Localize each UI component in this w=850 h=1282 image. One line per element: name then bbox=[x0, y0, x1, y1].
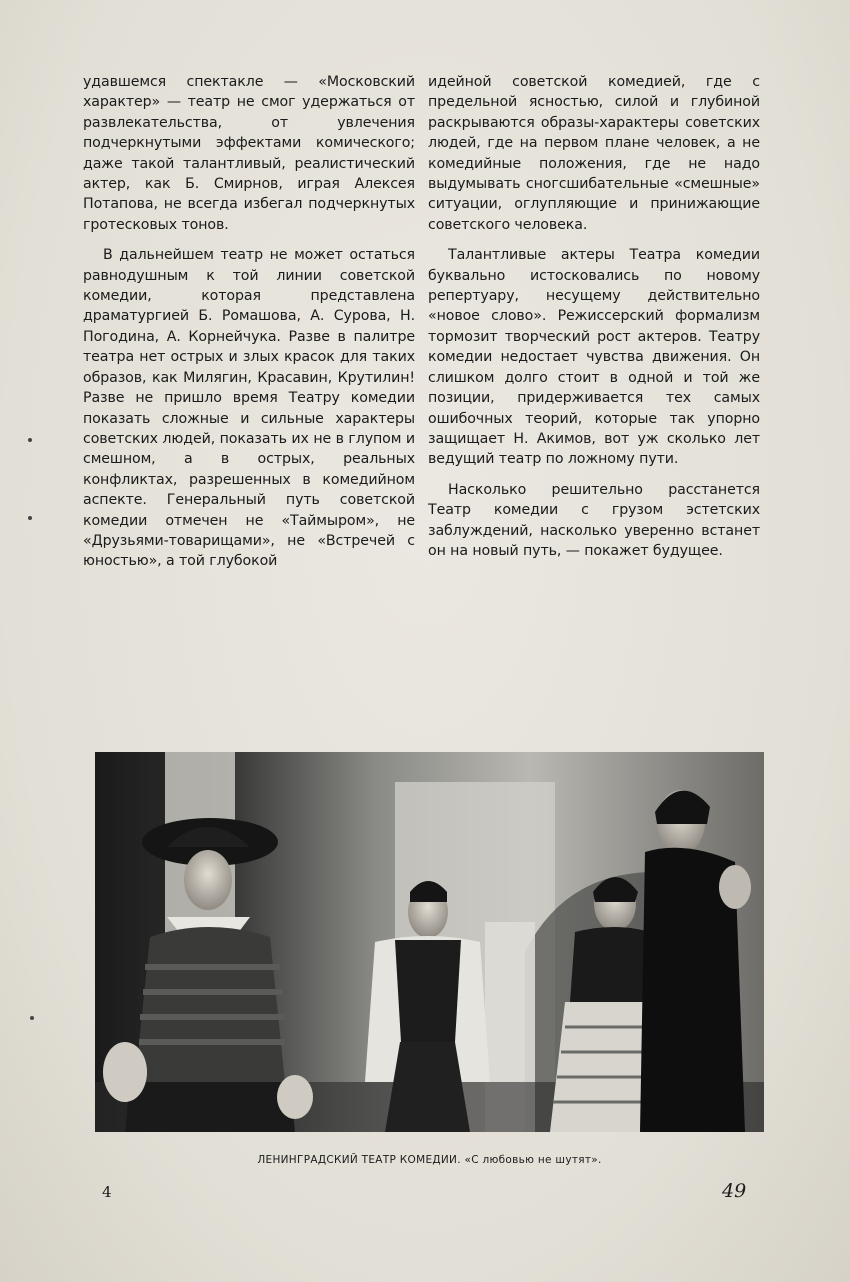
page-number-right: 49 bbox=[722, 1180, 747, 1202]
paper-speck bbox=[28, 438, 32, 442]
stage-photo-illustration bbox=[95, 752, 764, 1132]
stage-photo bbox=[95, 752, 764, 1132]
paper-speck bbox=[30, 1016, 34, 1020]
paragraph: Насколько решительно расстанется Театр комедии с грузом эстетских заблуждений, насколько уверенно встанет он на новый путь, — покажет будущее. bbox=[428, 481, 760, 559]
paragraph: идейной советской комедией, где с предельной ясностью, силой и глубиной раскрываются образы-характеры советских людей, где на первом плане человек, а не комедийные положения, где не надо выдумывать сногсшибательные «смешные» ситуации, оглупляющие и принижающие советского человека. bbox=[428, 74, 760, 233]
photo-caption: ЛЕНИНГРАДСКИЙ ТЕАТР КОМЕДИИ. «С любовью не шутят». bbox=[257, 1154, 602, 1166]
paragraph: удавшемся спектакле — «Московский характер» — театр не смог удержаться от развлекательства, от увлечения подчеркнутыми эффектами комического; даже такой талантливый, реалистический актер, как Б. Смирнов, играя Алексея Потапова, не всегда избегал подчеркнутых гротесковых тонов. bbox=[83, 74, 415, 233]
paragraph: Талантливые актеры Театра комедии буквально истосковались по новому репертуару, несущему действительно «новое слово». Режиссерский формализм тормозит творческий рост актеров. Театру комедии недостает чувства движения. Он слишком долго стоит в одной и той же позиции, придерживается тех самых ошибочных теорий, которые так упорно защищает Н. Акимов, вот уж сколько лет ведущий театр по ложному пути. bbox=[428, 247, 760, 468]
page-number-left: 4 bbox=[102, 1183, 112, 1201]
paper-speck bbox=[28, 516, 32, 520]
paragraph: В дальнейшем театр не может остаться равнодушным к той линии советской комедии, которая представлена драматургией Б. Ромашова, А. Сурова, Н. Погодина, А. Корнейчука. Разве в палитре театра нет острых и злых красок для таких образов, как Милягин, Красавин, Крутилин! Разве не пришло время Театру комедии показать сложные и сильные характеры советских людей, показать их не в глупом и смешном, а в острых, реальных конфликтах, разрешенных в комедийном аспекте. Генеральный путь советской комедии отмечен не «Таймыром», не «Друзьями-товарищами», не «Встречей с юностью», а той глубокой bbox=[83, 247, 415, 570]
article-right-column bbox=[428, 72, 760, 571]
article-left-column bbox=[83, 72, 415, 582]
